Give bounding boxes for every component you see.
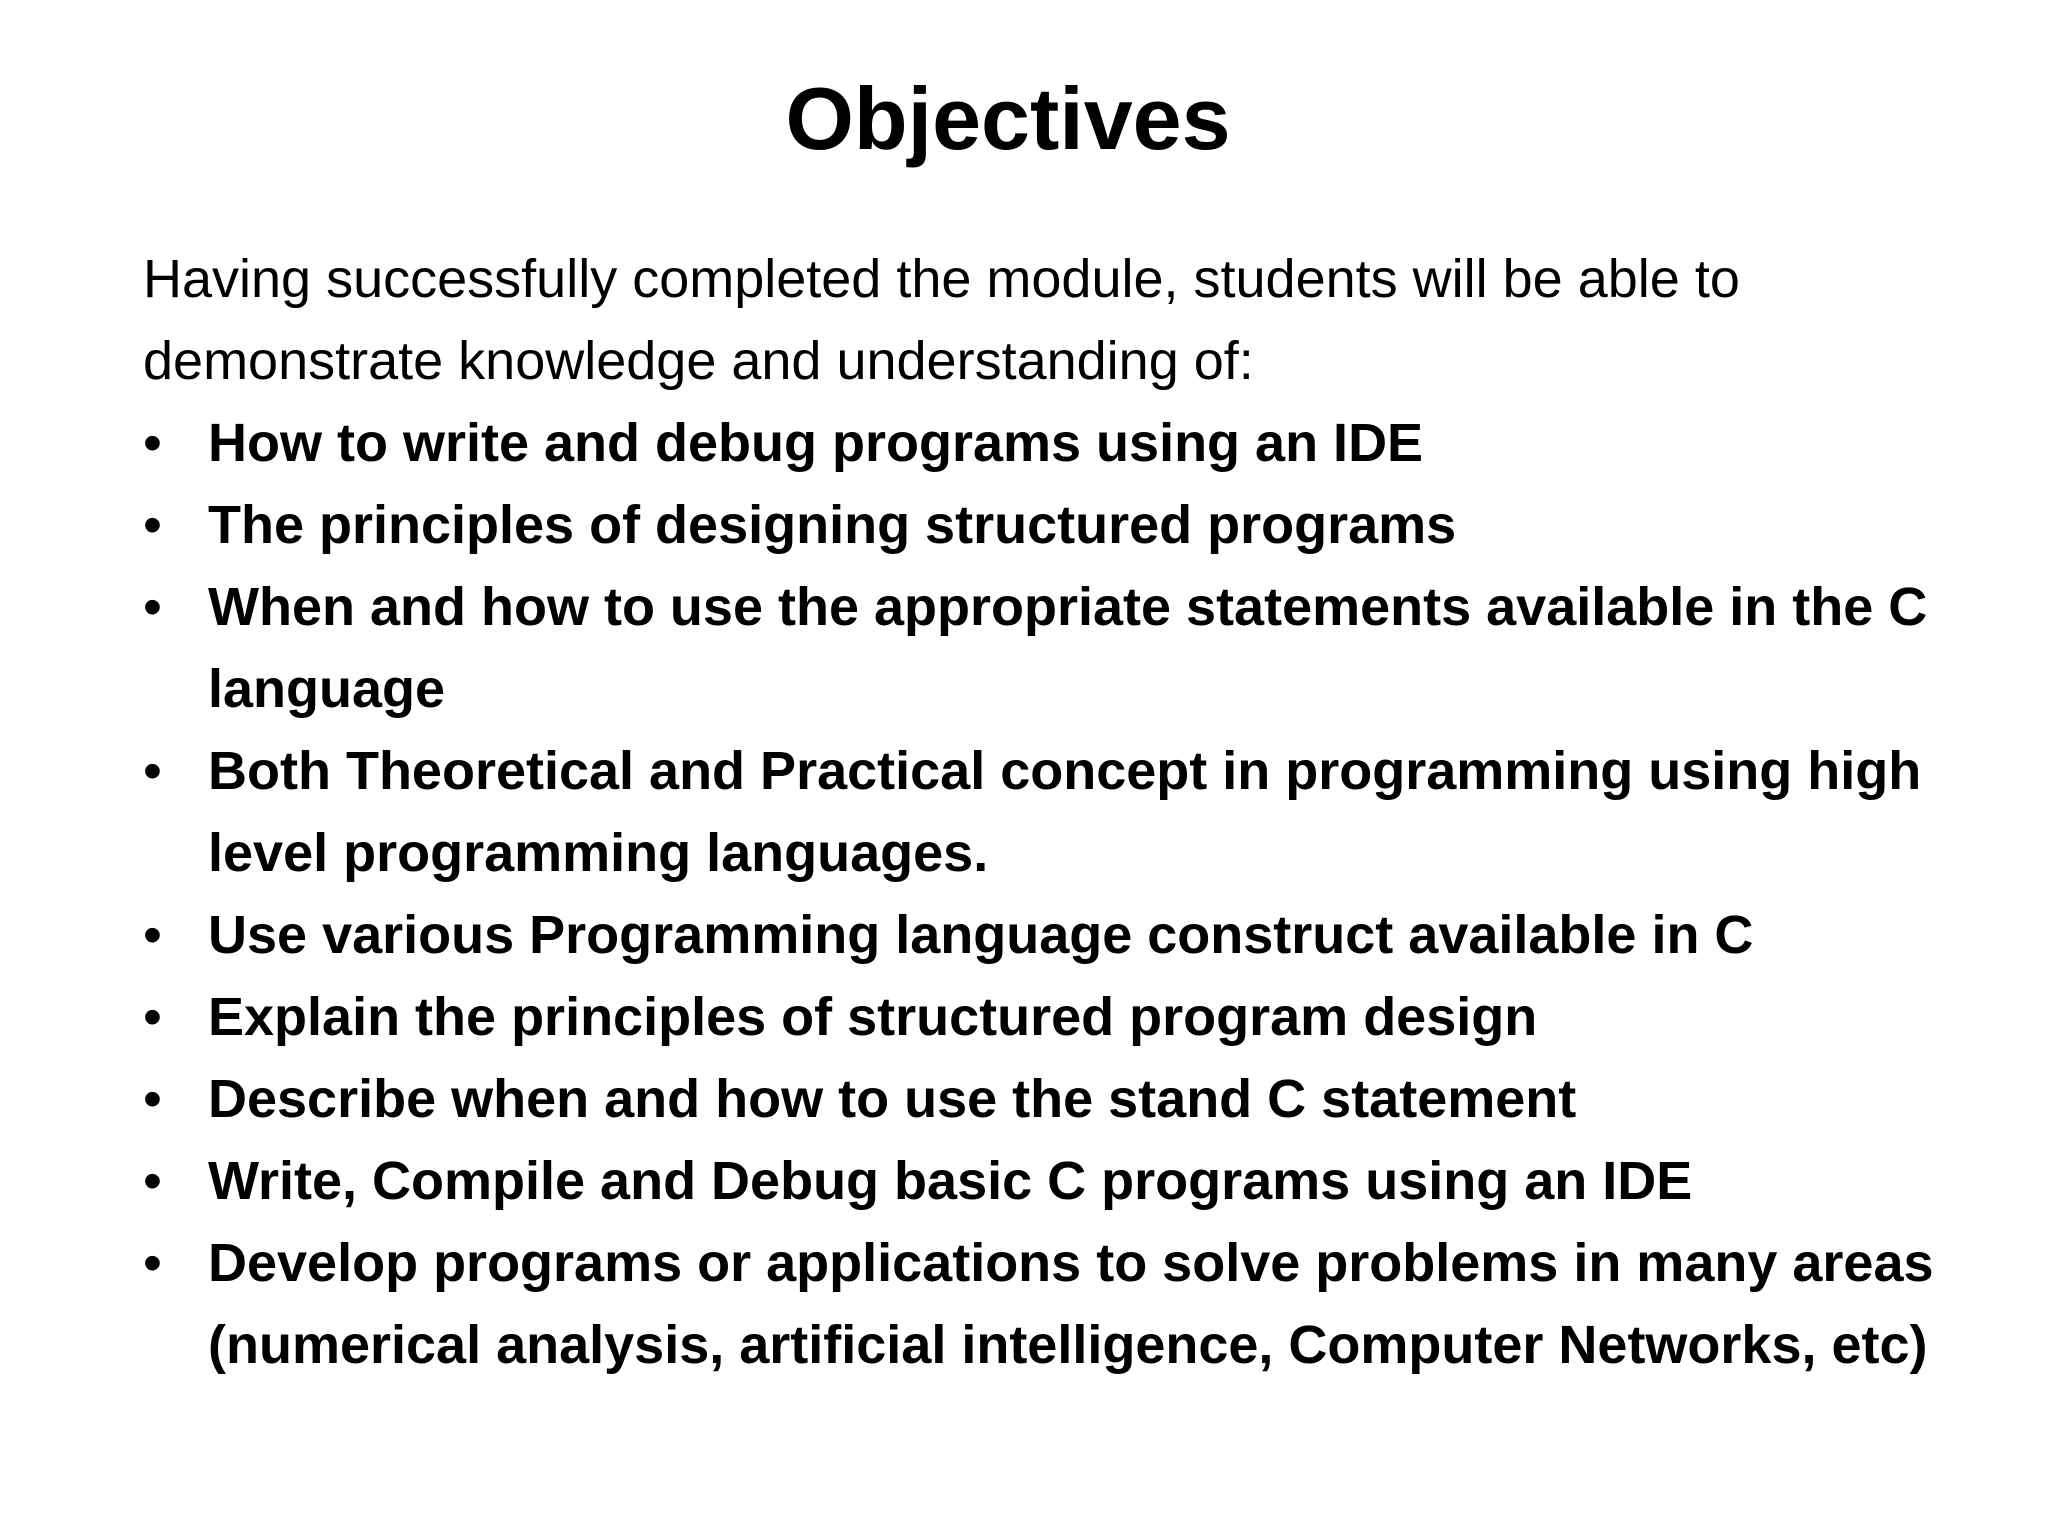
objective-text: The principles of designing structured programs <box>208 495 1457 555</box>
bullet-icon: • <box>143 577 162 637</box>
objective-text: When and how to use the appropriate statements available in the C language <box>208 577 1928 719</box>
objective-item <box>143 566 1973 730</box>
bullet-icon: • <box>143 1233 162 1293</box>
bullet-icon: • <box>143 413 162 473</box>
intro-paragraph: Having successfully completed the module, students will be able to demonstrate knowledge and understanding of: <box>143 249 1740 391</box>
objective-text: Use various Programming language construct available in C <box>208 905 1754 965</box>
objective-text: Write, Compile and Debug basic C programs using an IDE <box>208 1151 1693 1211</box>
objective-text: How to write and debug programs using an IDE <box>208 413 1424 473</box>
slide-title: Objectives <box>785 69 1231 168</box>
objective-text: Develop programs or applications to solve problems in many areas (numerical analysis, artificial intelligence, Computer Networks, etc) <box>208 1233 1934 1375</box>
objective-text: Explain the principles of structured program design <box>208 987 1538 1047</box>
objective-item <box>143 730 1973 894</box>
slide-content <box>143 238 1973 1386</box>
objective-item <box>143 976 1973 1058</box>
objective-item <box>143 484 1973 566</box>
bullet-icon: • <box>143 1151 162 1211</box>
objective-item <box>143 1058 1973 1140</box>
objective-item <box>143 402 1973 484</box>
objective-text: Both Theoretical and Practical concept in programming using high level programming languages. <box>208 741 1922 883</box>
bullet-icon: • <box>143 741 162 801</box>
objective-item <box>143 894 1973 976</box>
bullet-icon: • <box>143 495 162 555</box>
bullet-icon: • <box>143 1069 162 1129</box>
bullet-icon: • <box>143 987 162 1047</box>
objective-item <box>143 1222 1973 1386</box>
objective-text: Describe when and how to use the stand C statement <box>208 1069 1577 1129</box>
objectives-list <box>143 402 1973 1386</box>
bullet-icon: • <box>143 905 162 965</box>
objective-item <box>143 1140 1973 1222</box>
